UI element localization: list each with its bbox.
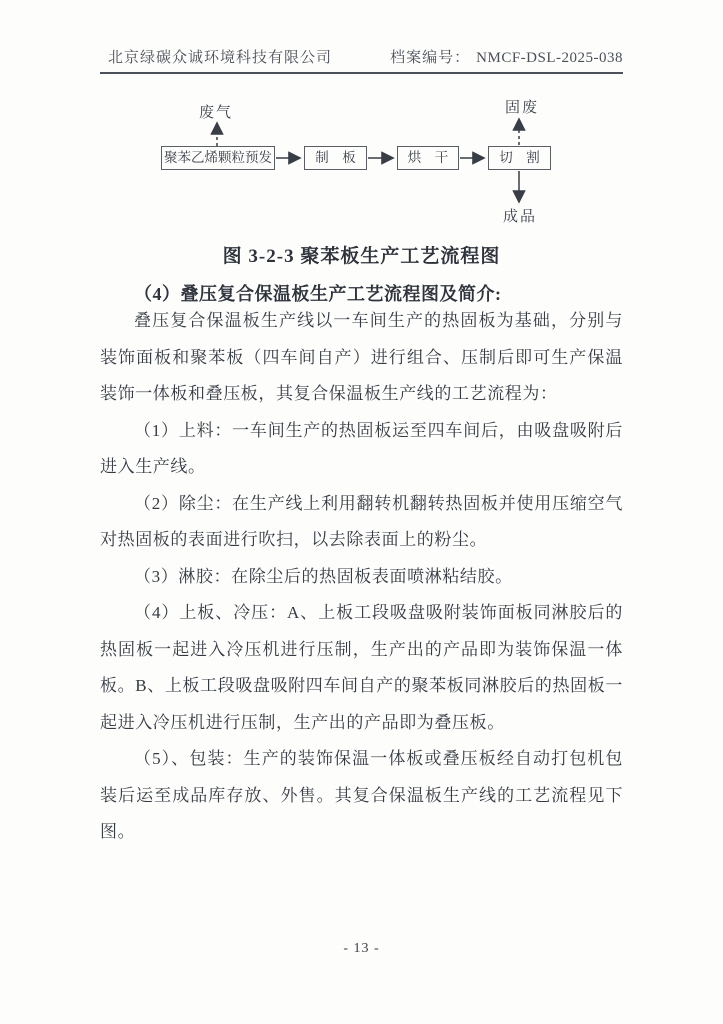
page-header <box>100 46 623 74</box>
waste-gas-label: 废气 <box>199 105 234 121</box>
paragraph-step-4-pressing: （4）上板、冷压：A、上板工段吸盘吸附装饰面板同淋胶后的热固板一起进入冷压机进行压制，生产出的产品即为装饰保温一体板。B、上板工段吸盘吸附四车间自产的聚苯板同淋胶后的热固板一起进入冷压机进行压制，生产出的产品即为叠压板。 <box>100 603 623 732</box>
archive-number-label: 档案编号： <box>390 50 471 66</box>
figure-caption: 图 3-2-3 聚苯板生产工艺流程图 <box>222 246 501 267</box>
section-heading: （4）叠压复合保温板生产工艺流程图及简介: <box>134 284 502 304</box>
paragraph-step-1-loading: （1）上料：一车间生产的热固板运至四车间后，由吸盘吸附后进入生产线。 <box>100 420 623 476</box>
solid-waste-label: 固废 <box>505 100 540 116</box>
paragraph-step-3-gluing: （3）淋胶：在除尘后的热固板表面喷淋粘结胶。 <box>134 566 513 586</box>
body-text <box>100 303 623 851</box>
page-footer <box>0 941 723 957</box>
flowchart-step-drying: 烘 干 <box>397 146 459 170</box>
flowchart-step-board-making: 制 板 <box>304 146 367 170</box>
archive-number-value: NMCF-DSL-2025-038 <box>476 50 623 66</box>
flowchart-step-cutting: 切 割 <box>488 146 551 170</box>
finished-product-label: 成品 <box>503 209 538 225</box>
process-flowchart <box>0 95 723 230</box>
company-name: 北京绿碳众诚环境科技有限公司 <box>108 50 333 66</box>
page-number: - 13 - <box>343 941 380 956</box>
paragraph-step-5-packing: （5）、包装：生产的装饰保温一体板或叠压板经自动打包机包装后运至成品库存放、外售。其复合保温板生产线的工艺流程见下图。 <box>100 749 623 841</box>
archive-number <box>390 46 623 67</box>
paragraph-step-2-dedusting: （2）除尘：在生产线上利用翻转机翻转热固板并使用压缩空气对热固板的表面进行吹扫，以去除表面上的粉尘。 <box>100 493 623 549</box>
flowchart-step-pre-expansion: 聚苯乙烯颗粒预发 <box>161 146 275 170</box>
paragraph-intro: 叠压复合保温板生产线以一车间生产的热固板为基础，分别与装饰面板和聚苯板（四车间自产）进行组合、压制后即可生产保温装饰一体板和叠压板，其复合保温板生产线的工艺流程为： <box>100 311 623 403</box>
